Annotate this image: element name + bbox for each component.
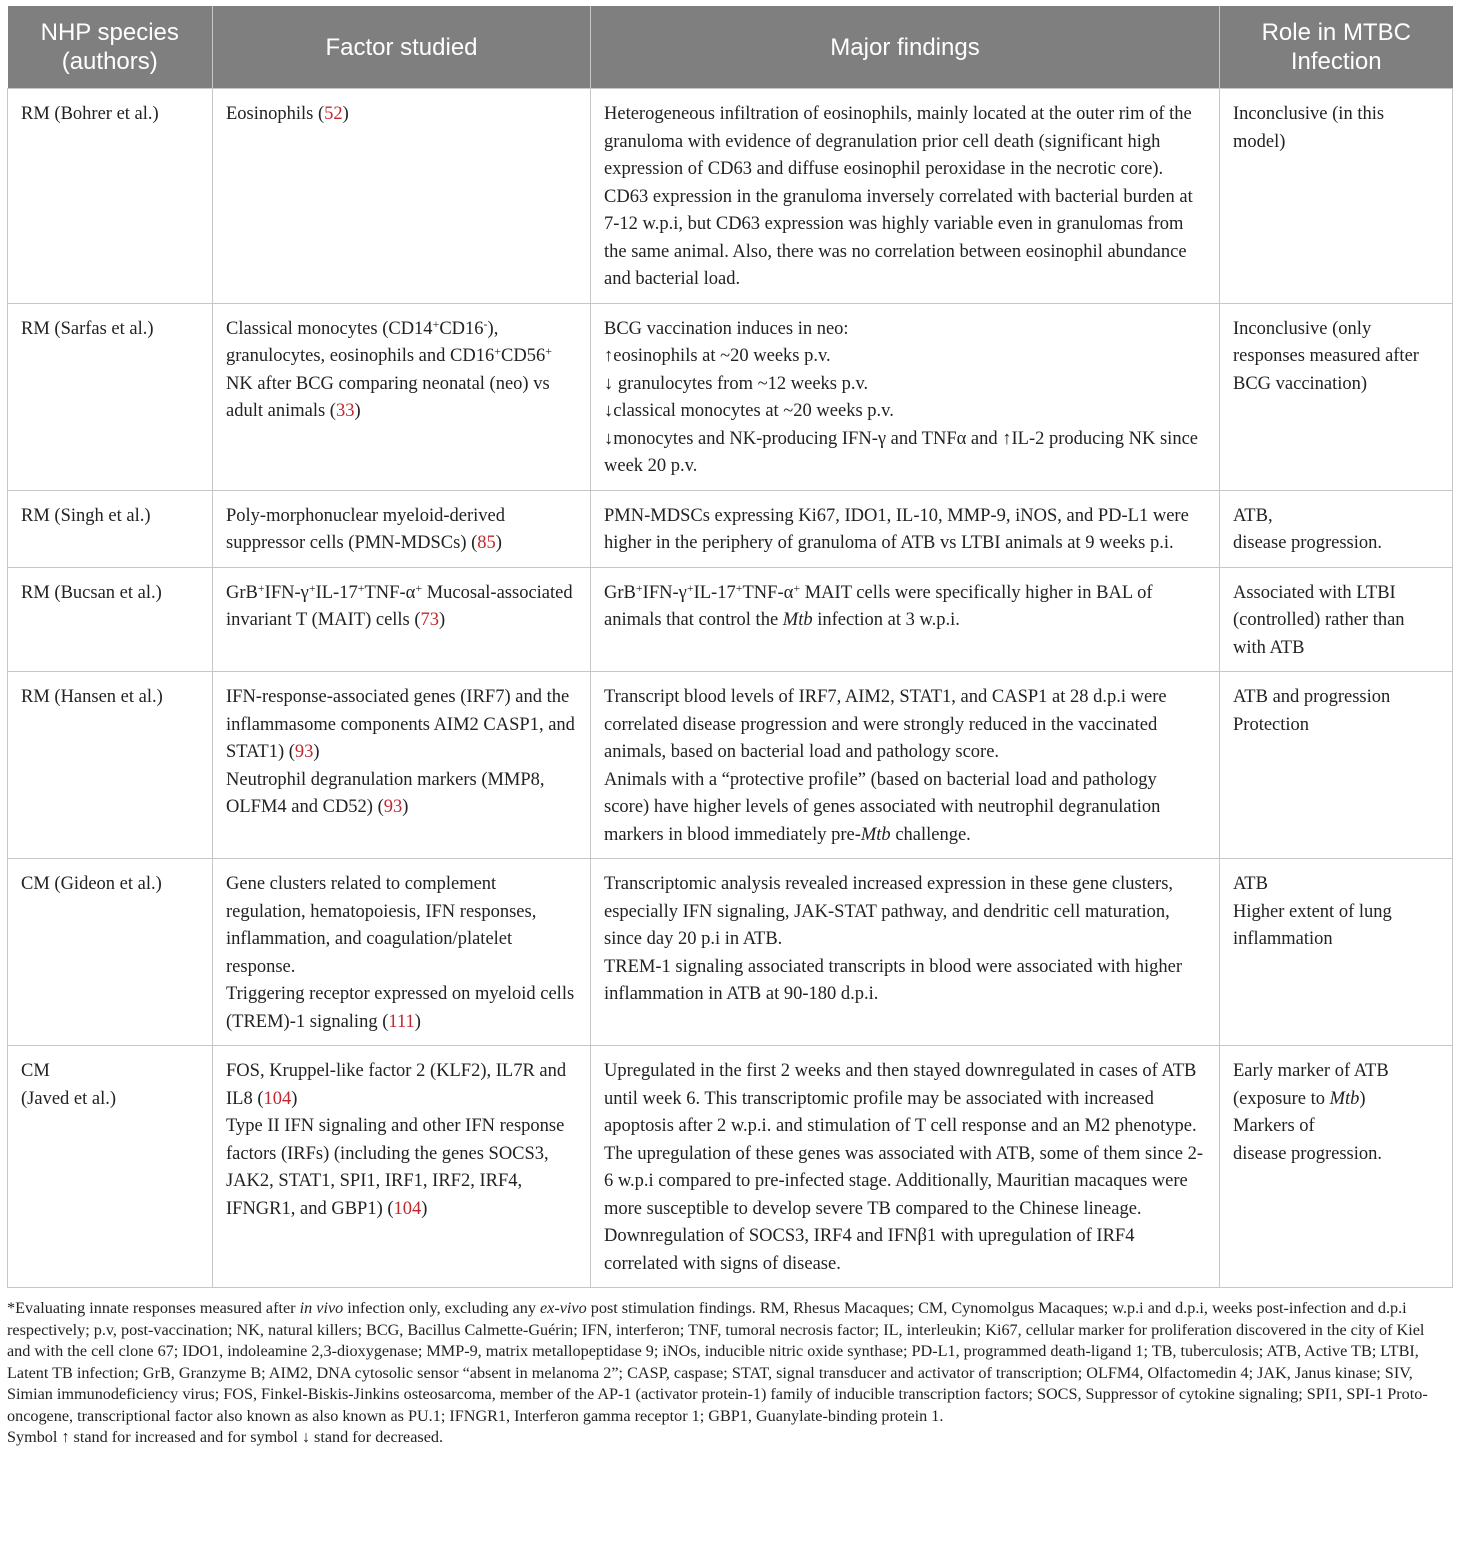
cell-species: CM (Gideon et al.) bbox=[8, 859, 213, 1046]
cell-factor: FOS, Kruppel-like factor 2 (KLF2), IL7R and IL8 (104) Type II IFN signaling and other IFN response factors (IRFs) (including the genes SOCS3, JAK2, STAT1, SPI1, IRF1, IRF2, IRF4, IFNGR1, and GBP1) (104) bbox=[213, 1046, 591, 1288]
reference-link[interactable]: 111 bbox=[388, 1011, 415, 1032]
cell-role: ATB, disease progression. bbox=[1220, 490, 1453, 567]
cell-role: Inconclusive (in this model) bbox=[1220, 89, 1453, 304]
cell-role: ATB and progression Protection bbox=[1220, 672, 1453, 859]
cell-factor: IFN-response-associated genes (IRF7) and the inflammasome components AIM2 CASP1, and STAT1) (93) Neutrophil degranulation markers (MMP8, OLFM4 and CD52) (93) bbox=[213, 672, 591, 859]
cell-findings: Upregulated in the first 2 weeks and then stayed downregulated in cases of ATB until week 6. This transcriptomic profile may be associated with increased apoptosis after 2 w.p.i. and stimulation of T cell response and an M2 phenotype. The upregulation of these genes was associated with ATB, some of them since 2-6 w.p.i compared to pre-infected stage. Additionally, Mauritian macaques were more susceptible to develop severe TB compared to the Chinese lineage. Downregulation of SOCS3, IRF4 and IFNβ1 with upregulation of IRF4 correlated with signs of disease. bbox=[591, 1046, 1220, 1288]
cell-findings: Transcript blood levels of IRF7, AIM2, STAT1, and CASP1 at 28 d.p.i were correlated disease progression and were strongly reduced in the vaccinated animals, based on bacterial load and pathology score. Animals with a “protective profile” (based on bacterial load and pathology score) have higher levels of genes associated with neutrophil degranulation markers in blood immediately pre-Mtb challenge. bbox=[591, 672, 1220, 859]
table-row bbox=[8, 672, 1453, 859]
footnote-abbreviations: *Evaluating innate responses measured after in vivo infection only, excluding any ex-vivo post stimulation findings. RM, Rhesus Macaques; CM, Cynomolgus Macaques; w.p.i and d.p.i, weeks post-infection and d.p.i respectively; p.v, post-vaccination; NK, natural killers; BCG, Bacillus Calmette-Guérin; IFN, interferon; TNF, tumoral necrosis factor; IL, interleukin; Ki67, cellular marker for proliferation discovered in the city of Kiel and with the cell clone 67; IDO1, indoleamine 2,3-dioxygenase; MMP-9, matrix metallopeptidase 9; iNOs, inducible nitric oxide synthase; PD-L1, programmed death-ligand 1; TB, tuberculosis; ATB, Active TB; LTBI, Latent TB infection; GrB, Granzyme B; AIM2, DNA cytosolic sensor “absent in melanoma 2”; CASP, caspase; STAT, signal transducer and activator of transcription; OLFM4, Olfactomedin 4; JAK, Janus kinase; SIV, Simian immunodeficiency virus; FOS, Finkel-Biskis-Jinkins osteosarcoma, member of the AP-1 (activator protein-1) family of inducible transcription factors; SOCS, Suppressor of cytokine signaling; SPI1, SPI-1 Proto-oncogene, transcriptional factor also known as also known as PU.1; IFNGR1, Interferon gamma receptor 1; GBP1, Guanylate-binding protein 1. bbox=[7, 1299, 1428, 1425]
reference-link[interactable]: 93 bbox=[383, 797, 403, 817]
data-table bbox=[7, 6, 1453, 1288]
cell-findings: Heterogeneous infiltration of eosinophils, mainly located at the outer rim of the granuloma with evidence of degranulation prior cell death (significant high expression of CD63 and diffuse eosinophil peroxidase in the necrotic core). CD63 expression in the granuloma inversely correlated with bacterial burden at 7-12 w.p.i, but CD63 expression was highly variable even in granulomas from the same animal. Also, there was no correlation between eosinophil abundance and bacterial load. bbox=[591, 89, 1220, 304]
cell-factor: Classical monocytes (CD14+CD16-), granulocytes, eosinophils and CD16+CD56+ NK after BCG comparing neonatal (neo) vs adult animals (33) bbox=[213, 303, 591, 490]
cell-factor: Gene clusters related to complement regulation, hematopoiesis, IFN responses, inflammation, and coagulation/platelet response. Triggering receptor expressed on myeloid cells (TREM)-1 signaling (111) bbox=[213, 859, 591, 1046]
table-row bbox=[8, 490, 1453, 567]
table-container bbox=[7, 6, 1452, 1449]
table-row bbox=[8, 859, 1453, 1046]
reference-link[interactable]: 52 bbox=[324, 104, 343, 124]
header-factor: Factor studied bbox=[213, 6, 591, 89]
cell-findings: GrB+IFN-γ+IL-17+TNF-α+ MAIT cells were specifically higher in BAL of animals that control the Mtb infection at 3 w.p.i. bbox=[591, 567, 1220, 672]
cell-factor: GrB+IFN-γ+IL-17+TNF-α+ Mucosal-associated invariant T (MAIT) cells (73) bbox=[213, 567, 591, 672]
table-row bbox=[8, 89, 1453, 304]
cell-species: RM (Sarfas et al.) bbox=[8, 303, 213, 490]
reference-link[interactable]: 93 bbox=[294, 742, 314, 762]
cell-findings: PMN-MDSCs expressing Ki67, IDO1, IL-10, MMP-9, iNOS, and PD-L1 were higher in the periphery of granuloma of ATB vs LTBI animals at 9 weeks p.i. bbox=[591, 490, 1220, 567]
table-row bbox=[8, 303, 1453, 490]
header-species: NHP species (authors) bbox=[8, 6, 213, 89]
table-header bbox=[8, 6, 1453, 89]
cell-species: RM (Bucsan et al.) bbox=[8, 567, 213, 672]
cell-species: CM (Javed et al.) bbox=[8, 1046, 213, 1288]
cell-role: ATB Higher extent of lung inflammation bbox=[1220, 859, 1453, 1046]
reference-link[interactable]: 73 bbox=[420, 610, 440, 630]
cell-role: Inconclusive (only responses measured after BCG vaccination) bbox=[1220, 303, 1453, 490]
cell-species: RM (Hansen et al.) bbox=[8, 672, 213, 859]
reference-link[interactable]: 104 bbox=[263, 1088, 292, 1109]
table-footnote bbox=[7, 1298, 1452, 1449]
cell-species: RM (Singh et al.) bbox=[8, 490, 213, 567]
table-row bbox=[8, 567, 1453, 672]
cell-factor: Poly-morphonuclear myeloid-derived suppressor cells (PMN-MDSCs) (85) bbox=[213, 490, 591, 567]
table-row bbox=[8, 1046, 1453, 1288]
header-findings: Major findings bbox=[591, 6, 1220, 89]
reference-link[interactable]: 104 bbox=[393, 1198, 422, 1219]
cell-findings: Transcriptomic analysis revealed increased expression in these gene clusters, especially IFN signaling, JAK-STAT pathway, and dendritic cell maturation, since day 20 p.i in ATB. TREM-1 signaling associated transcripts in blood were associated with higher inflammation in ATB at 90-180 d.p.i. bbox=[591, 859, 1220, 1046]
cell-factor: Eosinophils (52) bbox=[213, 89, 591, 304]
cell-role: Early marker of ATB (exposure to Mtb) Markers of disease progression. bbox=[1220, 1046, 1453, 1288]
cell-role: Associated with LTBI (controlled) rather than with ATB bbox=[1220, 567, 1453, 672]
reference-link[interactable]: 85 bbox=[477, 533, 496, 553]
reference-link[interactable]: 33 bbox=[335, 401, 355, 421]
header-role: Role in MTBC Infection bbox=[1220, 6, 1453, 89]
cell-findings: BCG vaccination induces in neo: ↑eosinophils at ~20 weeks p.v. ↓ granulocytes from ~12 weeks p.v. ↓classical monocytes at ~20 weeks p.v. ↓monocytes and NK-producing IFN-γ and TNFα and ↑IL-2 producing NK since week 20 p.v. bbox=[591, 303, 1220, 490]
cell-species: RM (Bohrer et al.) bbox=[8, 89, 213, 304]
footnote-symbols: Symbol ↑ stand for increased and for symbol ↓ stand for decreased. bbox=[7, 1428, 444, 1446]
